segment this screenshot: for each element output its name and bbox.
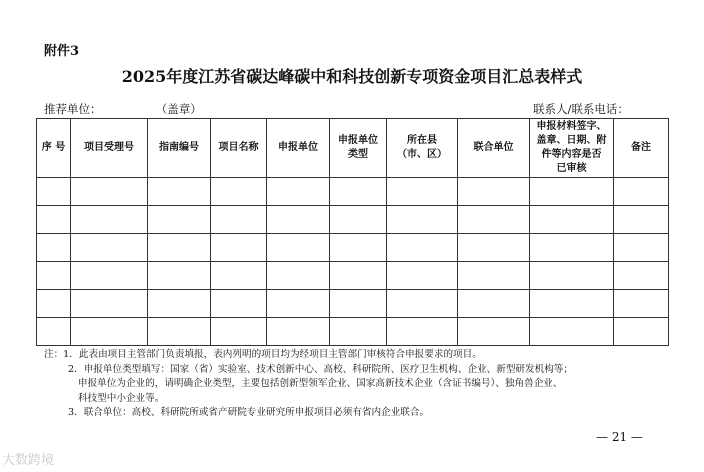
table-cell: [387, 262, 458, 290]
table-cell: [530, 234, 614, 262]
header-text: 申报单位: [338, 135, 378, 146]
header-text: 序 号: [41, 142, 66, 153]
table-cell: [211, 178, 267, 206]
header-text: 已审核: [556, 163, 587, 174]
table-row: [37, 206, 669, 234]
table-body: [37, 178, 669, 346]
note-1: 注：1．此表由项目主管部门负责填报，表内列明的项目均为经项目主管部门审核符合申报要求的项目。: [44, 349, 482, 360]
header-cell: [211, 119, 267, 178]
table-cell: [267, 178, 330, 206]
table-cell: [458, 290, 530, 318]
header-text: 盖章、日期、附: [536, 135, 607, 146]
table-cell: [387, 206, 458, 234]
header-text: 类型: [348, 149, 368, 160]
table-cell: [211, 290, 267, 318]
table-cell: [458, 234, 530, 262]
table-cell: [211, 262, 267, 290]
table-cell: [71, 318, 148, 346]
table-cell: [37, 234, 71, 262]
table-cell: [387, 178, 458, 206]
table-cell: [614, 318, 669, 346]
table-cell: [530, 206, 614, 234]
table-cell: [530, 262, 614, 290]
header-text: 指南编号: [159, 142, 199, 153]
header-text: 申报材料签字、: [536, 121, 607, 132]
header-cell: [458, 119, 530, 178]
table-cell: [71, 206, 148, 234]
table-cell: [330, 178, 387, 206]
table-cell: [530, 290, 614, 318]
header-text: 项目名称: [218, 142, 259, 153]
table-row: [37, 234, 669, 262]
header-text: 联合单位: [473, 142, 514, 153]
header-cell: [148, 119, 211, 178]
table-cell: [211, 206, 267, 234]
table-cell: [37, 262, 71, 290]
table-cell: [614, 178, 669, 206]
table-cell: [458, 178, 530, 206]
table-cell: [614, 206, 669, 234]
header-cell: [530, 119, 614, 178]
table-cell: [211, 318, 267, 346]
table-cell: [387, 290, 458, 318]
table-cell: [614, 262, 669, 290]
note-2: 2．申报单位类型填写：国家（省）实验室、技术创新中心、高校、科研院所、医疗卫生机构、企业、新型研发机构等；: [68, 363, 573, 375]
table-cell: [148, 290, 211, 318]
table-cell: [330, 262, 387, 290]
table-row: [37, 178, 669, 206]
table-row: [37, 318, 669, 346]
table-cell: [614, 234, 669, 262]
table-cell: [148, 318, 211, 346]
recommending-unit-line: [44, 101, 202, 117]
table-cell: [71, 262, 148, 290]
table-row: [37, 290, 669, 318]
note-3: 3．联合单位：高校、科研院所或省产研院专业研究所申报项目必须有省内企业联合。: [68, 407, 430, 419]
table-cell: [530, 318, 614, 346]
header-cell: [37, 119, 71, 178]
table-cell: [71, 290, 148, 318]
table-cell: [148, 178, 211, 206]
header-text: 申报单位: [278, 142, 318, 153]
table-cell: [330, 318, 387, 346]
table-cell: [387, 318, 458, 346]
table-cell: [211, 234, 267, 262]
table-row: [37, 262, 669, 290]
table-cell: [71, 234, 148, 262]
header-text: 所在县: [407, 135, 437, 146]
header-text: 项目受理号: [84, 142, 134, 153]
table-cell: [37, 178, 71, 206]
table-cell: [387, 234, 458, 262]
header-cell: [387, 119, 458, 178]
header-text: （市、区）: [397, 149, 447, 160]
table-header-row: [37, 119, 669, 178]
table-cell: [267, 318, 330, 346]
header-text: 件等内容是否: [541, 149, 602, 160]
table-cell: [37, 290, 71, 318]
table-cell: [267, 290, 330, 318]
header-cell: [71, 119, 148, 178]
notes-section: [44, 348, 573, 421]
header-cell: [267, 119, 330, 178]
table-cell: [148, 262, 211, 290]
recommending-unit-label: 推荐单位：: [44, 102, 102, 116]
table-cell: [458, 206, 530, 234]
table-cell: [330, 290, 387, 318]
table-cell: [267, 234, 330, 262]
page-number: — 21 —: [596, 430, 643, 444]
table-cell: [330, 206, 387, 234]
header-cell: [330, 119, 387, 178]
table-cell: [458, 262, 530, 290]
table-cell: [458, 318, 530, 346]
table-cell: [37, 318, 71, 346]
table-cell: [267, 262, 330, 290]
table-cell: [614, 290, 669, 318]
note-2-cont-b: 科技型中小企业等。: [78, 392, 165, 404]
contact-label: 联系人/联系电话：: [533, 102, 629, 116]
stamp-label: （盖章）: [161, 102, 202, 116]
note-2-cont-a: 申报单位为企业的，请明确企业类型，主要包括创新型领军企业、国家高新技术企业（含证书编号）、独角兽企业、: [78, 378, 563, 390]
table-cell: [267, 206, 330, 234]
watermark-logo: 大数跨境: [2, 453, 55, 468]
summary-table: [36, 118, 669, 346]
table-cell: [71, 178, 148, 206]
document-title: 2025年度江苏省碳达峰碳中和科技创新专项资金项目汇总表样式: [121, 67, 583, 86]
table-cell: [148, 206, 211, 234]
table-cell: [330, 234, 387, 262]
header-cell: [614, 119, 669, 178]
attachment-label: 附件3: [44, 44, 80, 59]
table-cell: [148, 234, 211, 262]
table-cell: [37, 206, 71, 234]
table-cell: [530, 178, 614, 206]
header-text: 备注: [631, 142, 651, 153]
